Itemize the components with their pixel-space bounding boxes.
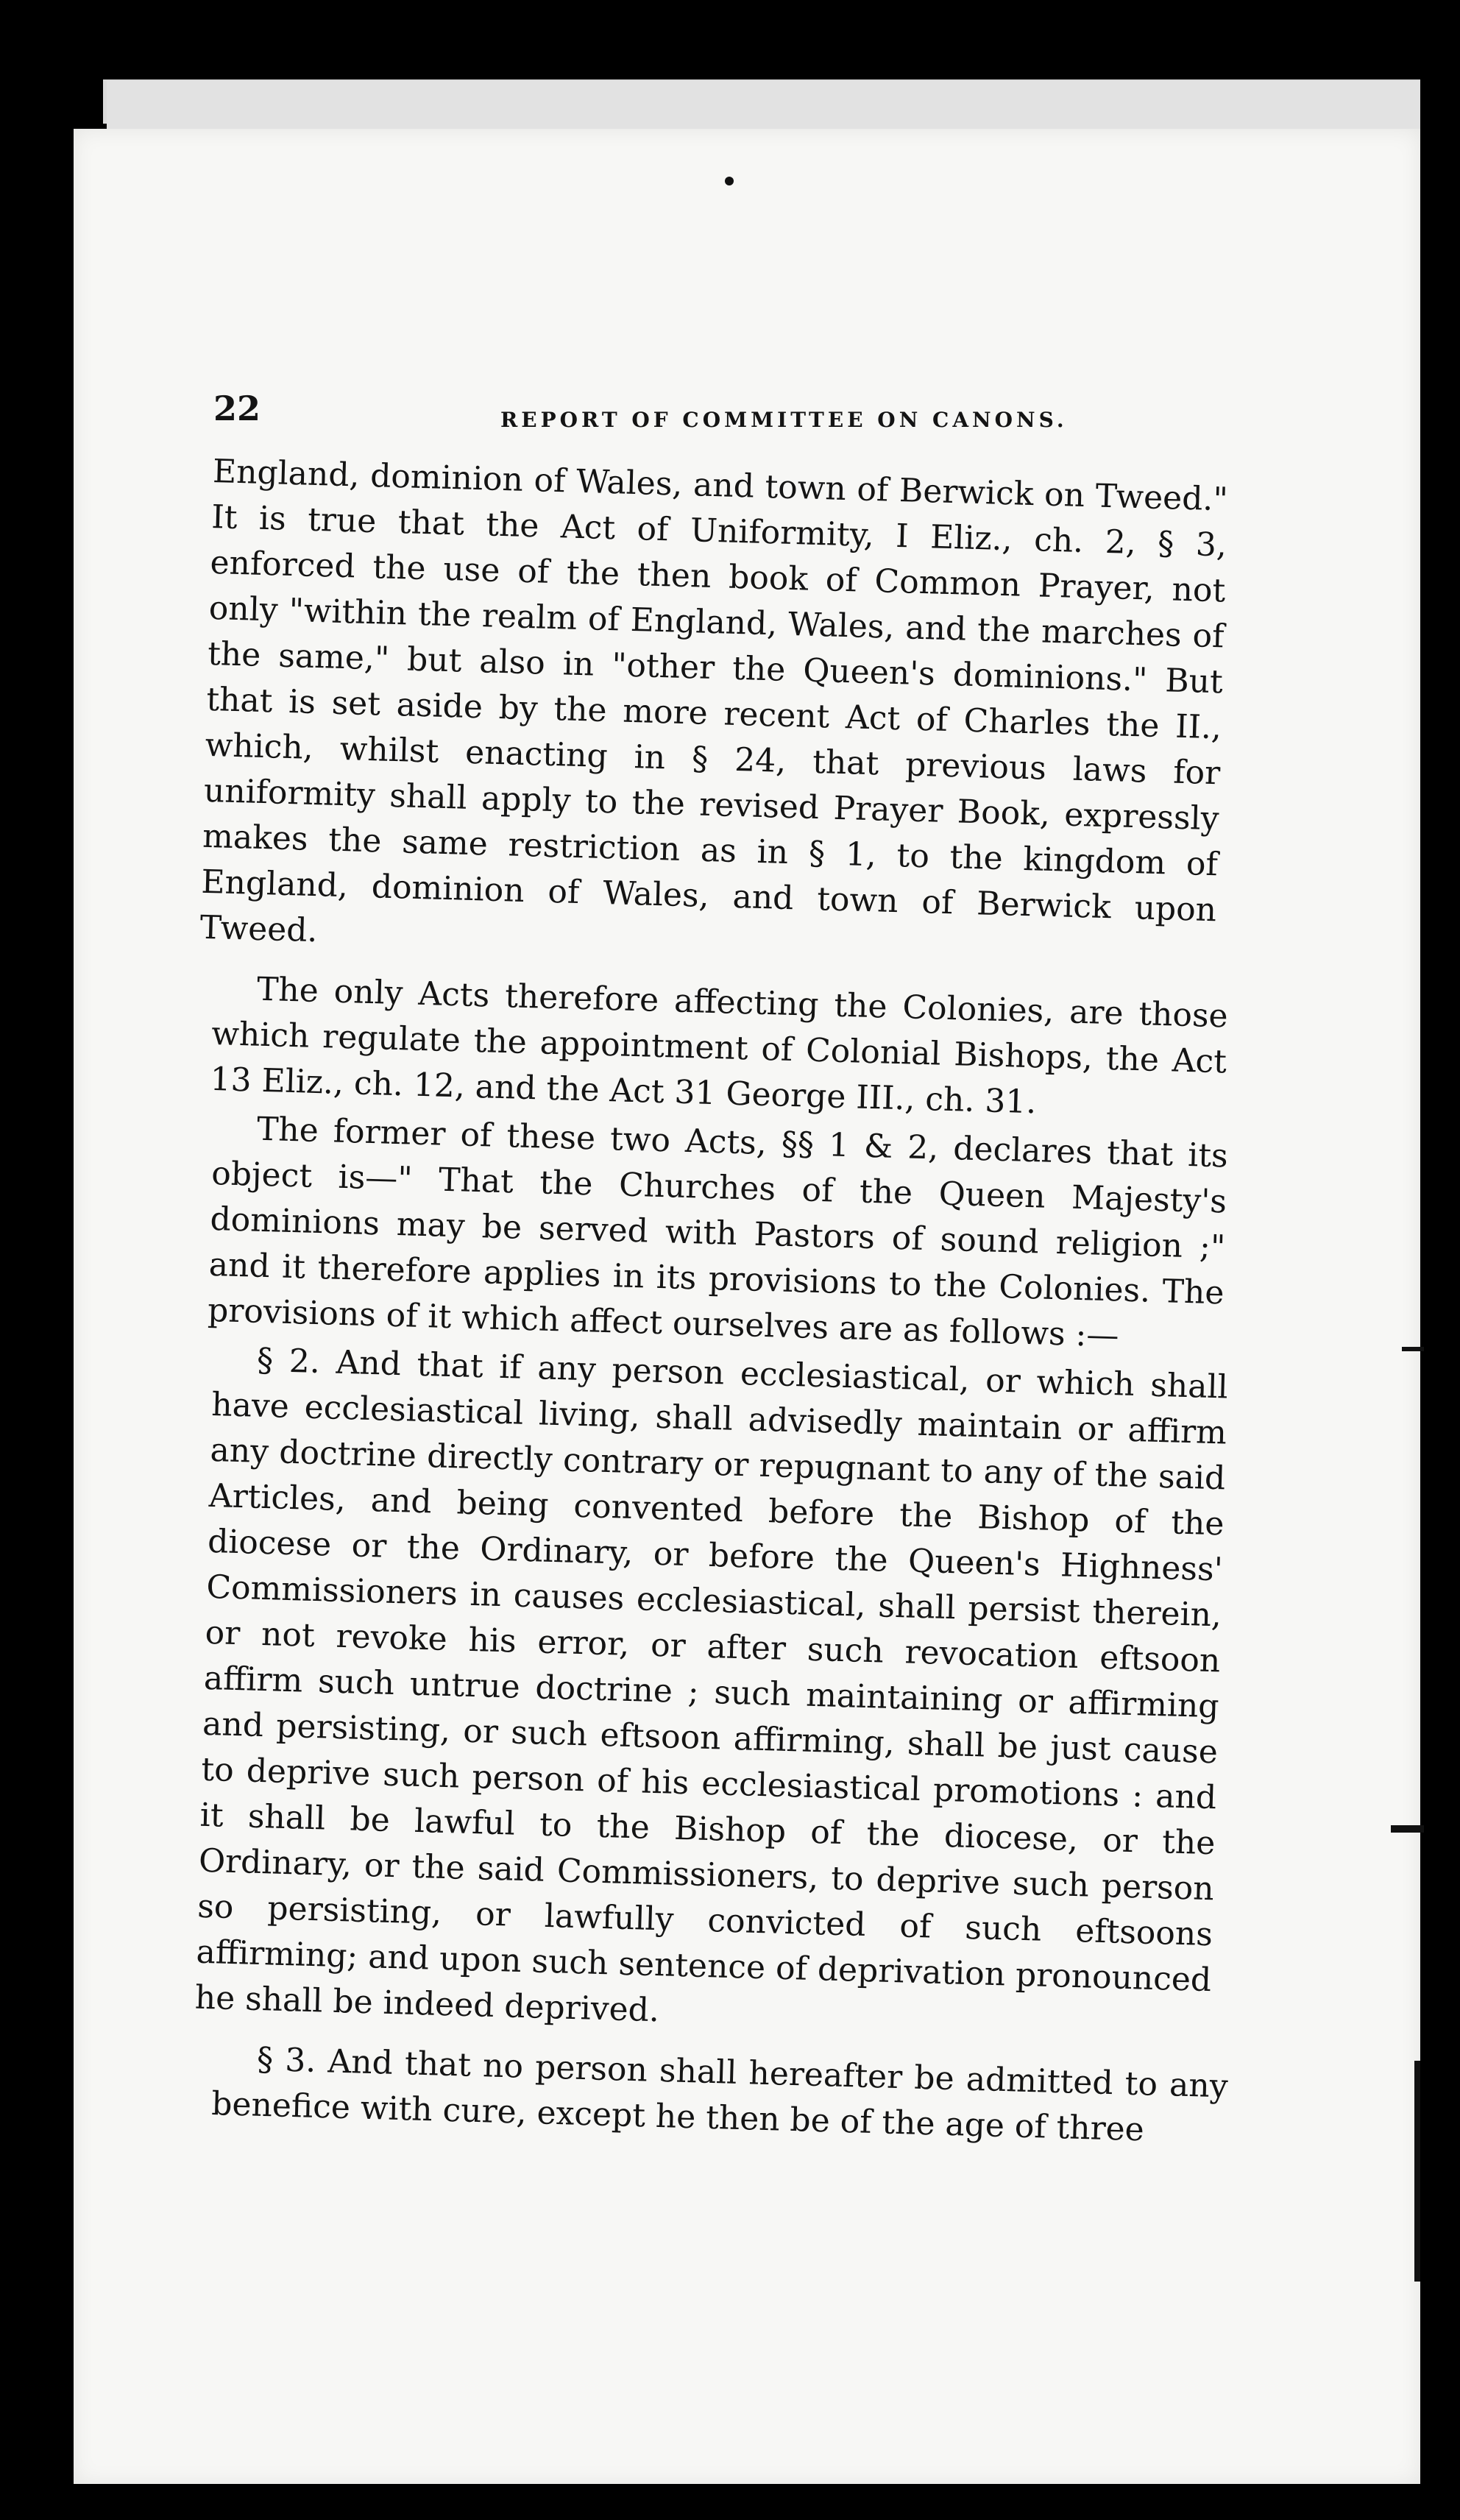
running-title: REPORT OF COMMITTEE ON CANONS. <box>500 408 1068 432</box>
page-number: 22 <box>213 389 261 428</box>
body-paragraph: The only Acts therefore affecting the Colonies, are those which regulate the appointment of Colonial Bishops, the Act 13 Eliz., ch. 12, and the Act 31 George III., ch. 31. <box>209 970 1229 1122</box>
scan-border-bottom <box>74 2484 1460 2520</box>
body-paragraph: The former of these two Acts, §§ 1 & 2, declares that its object is—" That the Churches of the Queen Majesty's dominions may be served with Pastors of sound religion ;" and it therefore applies in its provisions to the Colonies. The provisions of it which affect ourselves are as follows :— <box>207 1110 1229 1355</box>
ink-mark <box>725 177 734 185</box>
body-paragraph: England, dominion of Wales, and town of Berwick on Tweed." It is true that the Act of Uniformity, I Eliz., ch. 2, § 3, enforced the use of the then book of Common Prayer, not only "within the realm of England, Wales, and the marches of the same," but also in "other the Queen's dominions." But that is set aside by the more recent Act of Charles the II., which, whilst enacting in § 24, that previous laws for uniformity shall apply to the revised Prayer Book, expressly makes the same restriction as in § 1, to the kingdom of England, dominion of Wales, and town of Berwick upon Tweed. <box>199 452 1229 950</box>
quoted-section: § 2. And that if any person ecclesiastical, or which shall have ecclesiastical living, shall advisedly maintain or affirm any doctrine directly contrary or repugnant to any of the said Articles, and being convented before the Bishop of the diocese or the Ordinary, or before the Queen's Highness' Commissioners in causes ecclesiastical, shall persist therein, or not revoke his error, or after such revocation eftsoon affirm such untrue doctrine ; such maintaining or affirming and persisting, or such eftsoon affirming, shall be just cause to deprive such person of his ecclesiastical promotions : and it shall be lawful to the Bishop of the diocese, or the Ordinary, or the said Commissioners, to deprive such person so persisting, or lawfully convicted of such eftsoons affirming; and upon such sentence of deprivation pronounced he shall be indeed deprived. <box>194 1341 1229 2030</box>
running-head <box>213 383 1229 449</box>
binding-mark <box>1391 1825 1424 1833</box>
page-text-block <box>194 383 1229 2149</box>
binding-mark <box>1414 2061 1420 2282</box>
scan-border-right <box>1420 0 1460 2520</box>
binding-mark <box>1402 1347 1424 1351</box>
quoted-section: § 3. And that no person shall hereafter be admitted to any benefice with cure, except he then be of the age of three <box>210 2040 1229 2149</box>
